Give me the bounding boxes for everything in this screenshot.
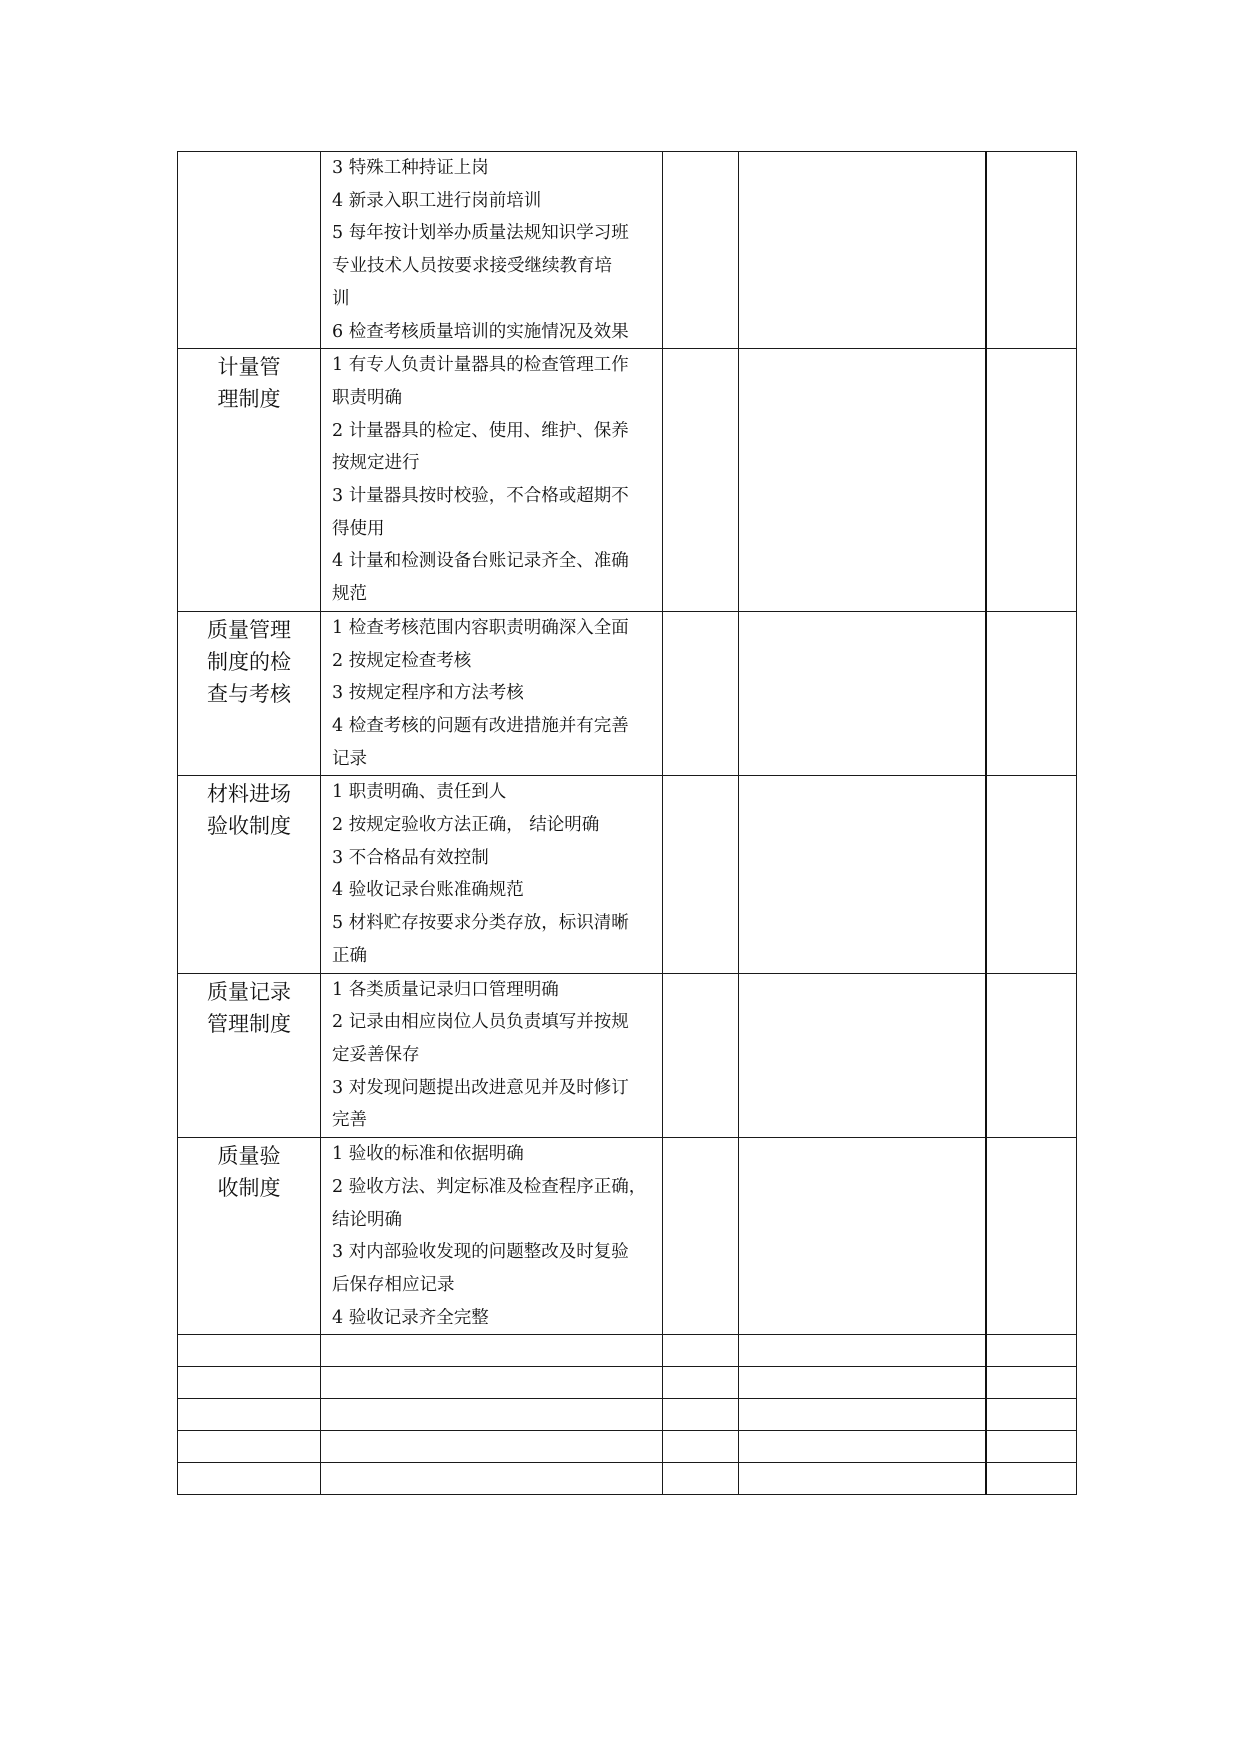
category-label-line: 验收制度 [207,814,291,839]
score-cell [663,611,739,776]
criteria-line: 6 检查考核质量培训的实施情况及效果 [332,321,629,342]
remarks-cell [986,611,1077,776]
criteria-cell [321,611,663,776]
criteria-line: 规范 [332,584,367,605]
empty-category-cell [178,1463,321,1495]
category-label-line: 材料进场 [207,782,291,807]
empty-criteria-cell [321,1367,663,1399]
category-label-line: 制度的检 [207,649,291,674]
criteria-line: 3 特殊工种持证上岗 [332,158,489,178]
table-row [178,611,1077,776]
empty-category-cell [178,1367,321,1399]
empty-score-cell [663,1399,739,1431]
criteria-line: 2 按规定检查考核 [332,650,472,671]
criteria-line: 后保存相应记录 [332,1274,455,1295]
empty-notes-cell [739,1463,986,1495]
empty-notes-cell [739,1367,986,1399]
criteria-line: 3 对内部验收发现的问题整改及时复验 [332,1242,629,1263]
criteria-line: 结论明确 [332,1209,402,1230]
criteria-line: 3 按规定程序和方法考核 [332,683,524,704]
criteria-line: 职责明确 [332,387,402,408]
criteria-line: 4 计量和检测设备台账记录齐全、准确 [332,551,629,572]
criteria-line: 1 检查考核范围内容职责明确深入全面 [332,617,629,638]
criteria-line: 3 计量器具按时校验，不合格或超期不 [332,486,629,507]
empty-score-cell [663,1367,739,1399]
remarks-cell [986,349,1077,612]
empty-notes-cell [739,1399,986,1431]
score-cell [663,973,739,1138]
empty-remarks-cell [986,1399,1077,1431]
notes-cell [739,776,986,973]
notes-cell [739,611,986,776]
category-cell [178,776,321,973]
remarks-cell [986,973,1077,1138]
criteria-line: 专业技术人员按要求接受继续教育培 [332,256,612,277]
category-cell [178,349,321,612]
criteria-line: 1 各类质量记录归口管理明确 [332,979,559,1000]
criteria-cell [321,776,663,973]
notes-cell [739,349,986,612]
criteria-line: 3 不合格品有效控制 [332,847,489,868]
criteria-line: 1 职责明确、责任到人 [332,782,507,803]
table-row [178,973,1077,1138]
remarks-cell [986,776,1077,973]
criteria-line: 完善 [332,1110,367,1131]
empty-notes-cell [739,1335,986,1367]
criteria-line: 得使用 [332,518,385,539]
empty-remarks-cell [986,1367,1077,1399]
criteria-line: 4 验收记录齐全完整 [332,1307,489,1328]
category-cell [178,1138,321,1335]
empty-criteria-cell [321,1463,663,1495]
remarks-cell [986,1138,1077,1335]
criteria-line: 2 计量器具的检定、使用、维护、保养 [332,420,629,441]
empty-remarks-cell [986,1463,1077,1495]
category-label-line: 理制度 [217,387,281,412]
criteria-line: 2 按规定验收方法正确， 结论明确 [332,815,600,836]
notes-cell [739,1138,986,1335]
criteria-cell [321,973,663,1138]
table-row [178,152,1077,349]
criteria-line: 2 记录由相应岗位人员负责填写并按规 [332,1012,629,1033]
criteria-cell [321,1138,663,1335]
criteria-line: 1 验收的标准和依据明确 [332,1144,524,1165]
remarks-cell [986,152,1077,349]
notes-cell [739,973,986,1138]
category-label-line: 查与考核 [207,681,291,706]
empty-notes-cell [739,1431,986,1463]
criteria-line: 按规定进行 [332,453,420,474]
category-label-line: 收制度 [217,1176,281,1201]
empty-remarks-cell [986,1431,1077,1463]
category-label-line: 计量管 [217,355,281,380]
criteria-line: 记录 [332,748,367,769]
criteria-line: 1 有专人负责计量器具的检查管理工作 [332,355,629,376]
inspection-checklist-table [177,151,1077,1495]
criteria-line: 5 每年按计划举办质量法规知识学习班 [332,223,629,244]
category-cell [178,973,321,1138]
empty-score-cell [663,1463,739,1495]
criteria-line: 4 新录入职工进行岗前培训 [332,190,542,211]
empty-score-cell [663,1335,739,1367]
criteria-line: 4 验收记录台账准确规范 [332,880,524,901]
empty-table-row [178,1367,1077,1399]
category-label-line: 管理制度 [207,1011,291,1036]
category-label-line: 质量记录 [207,979,291,1004]
table-row [178,349,1077,612]
category-label-line: 质量管理 [207,617,291,642]
score-cell [663,349,739,612]
criteria-line: 定妥善保存 [332,1044,420,1065]
notes-cell [739,152,986,349]
empty-criteria-cell [321,1431,663,1463]
criteria-line: 5 材料贮存按要求分类存放，标识清晰 [332,913,629,934]
category-cell [178,611,321,776]
category-cell [178,152,321,349]
empty-criteria-cell [321,1399,663,1431]
score-cell [663,152,739,349]
empty-table-row [178,1335,1077,1367]
empty-criteria-cell [321,1335,663,1367]
criteria-line: 训 [332,288,350,309]
table-row [178,1138,1077,1335]
empty-table-row [178,1431,1077,1463]
score-cell [663,1138,739,1335]
criteria-line: 2 验收方法、判定标准及检查程序正确， [332,1176,647,1197]
criteria-cell [321,152,663,349]
empty-table-row [178,1399,1077,1431]
score-cell [663,776,739,973]
table-row [178,776,1077,973]
empty-category-cell [178,1431,321,1463]
empty-table-row [178,1463,1077,1495]
empty-remarks-cell [986,1335,1077,1367]
category-label-line: 质量验 [217,1144,281,1169]
criteria-cell [321,349,663,612]
criteria-line: 3 对发现问题提出改进意见并及时修订 [332,1077,629,1098]
empty-score-cell [663,1431,739,1463]
criteria-line: 正确 [332,945,367,966]
criteria-line: 4 检查考核的问题有改进措施并有完善 [332,715,629,736]
empty-category-cell [178,1399,321,1431]
empty-category-cell [178,1335,321,1367]
